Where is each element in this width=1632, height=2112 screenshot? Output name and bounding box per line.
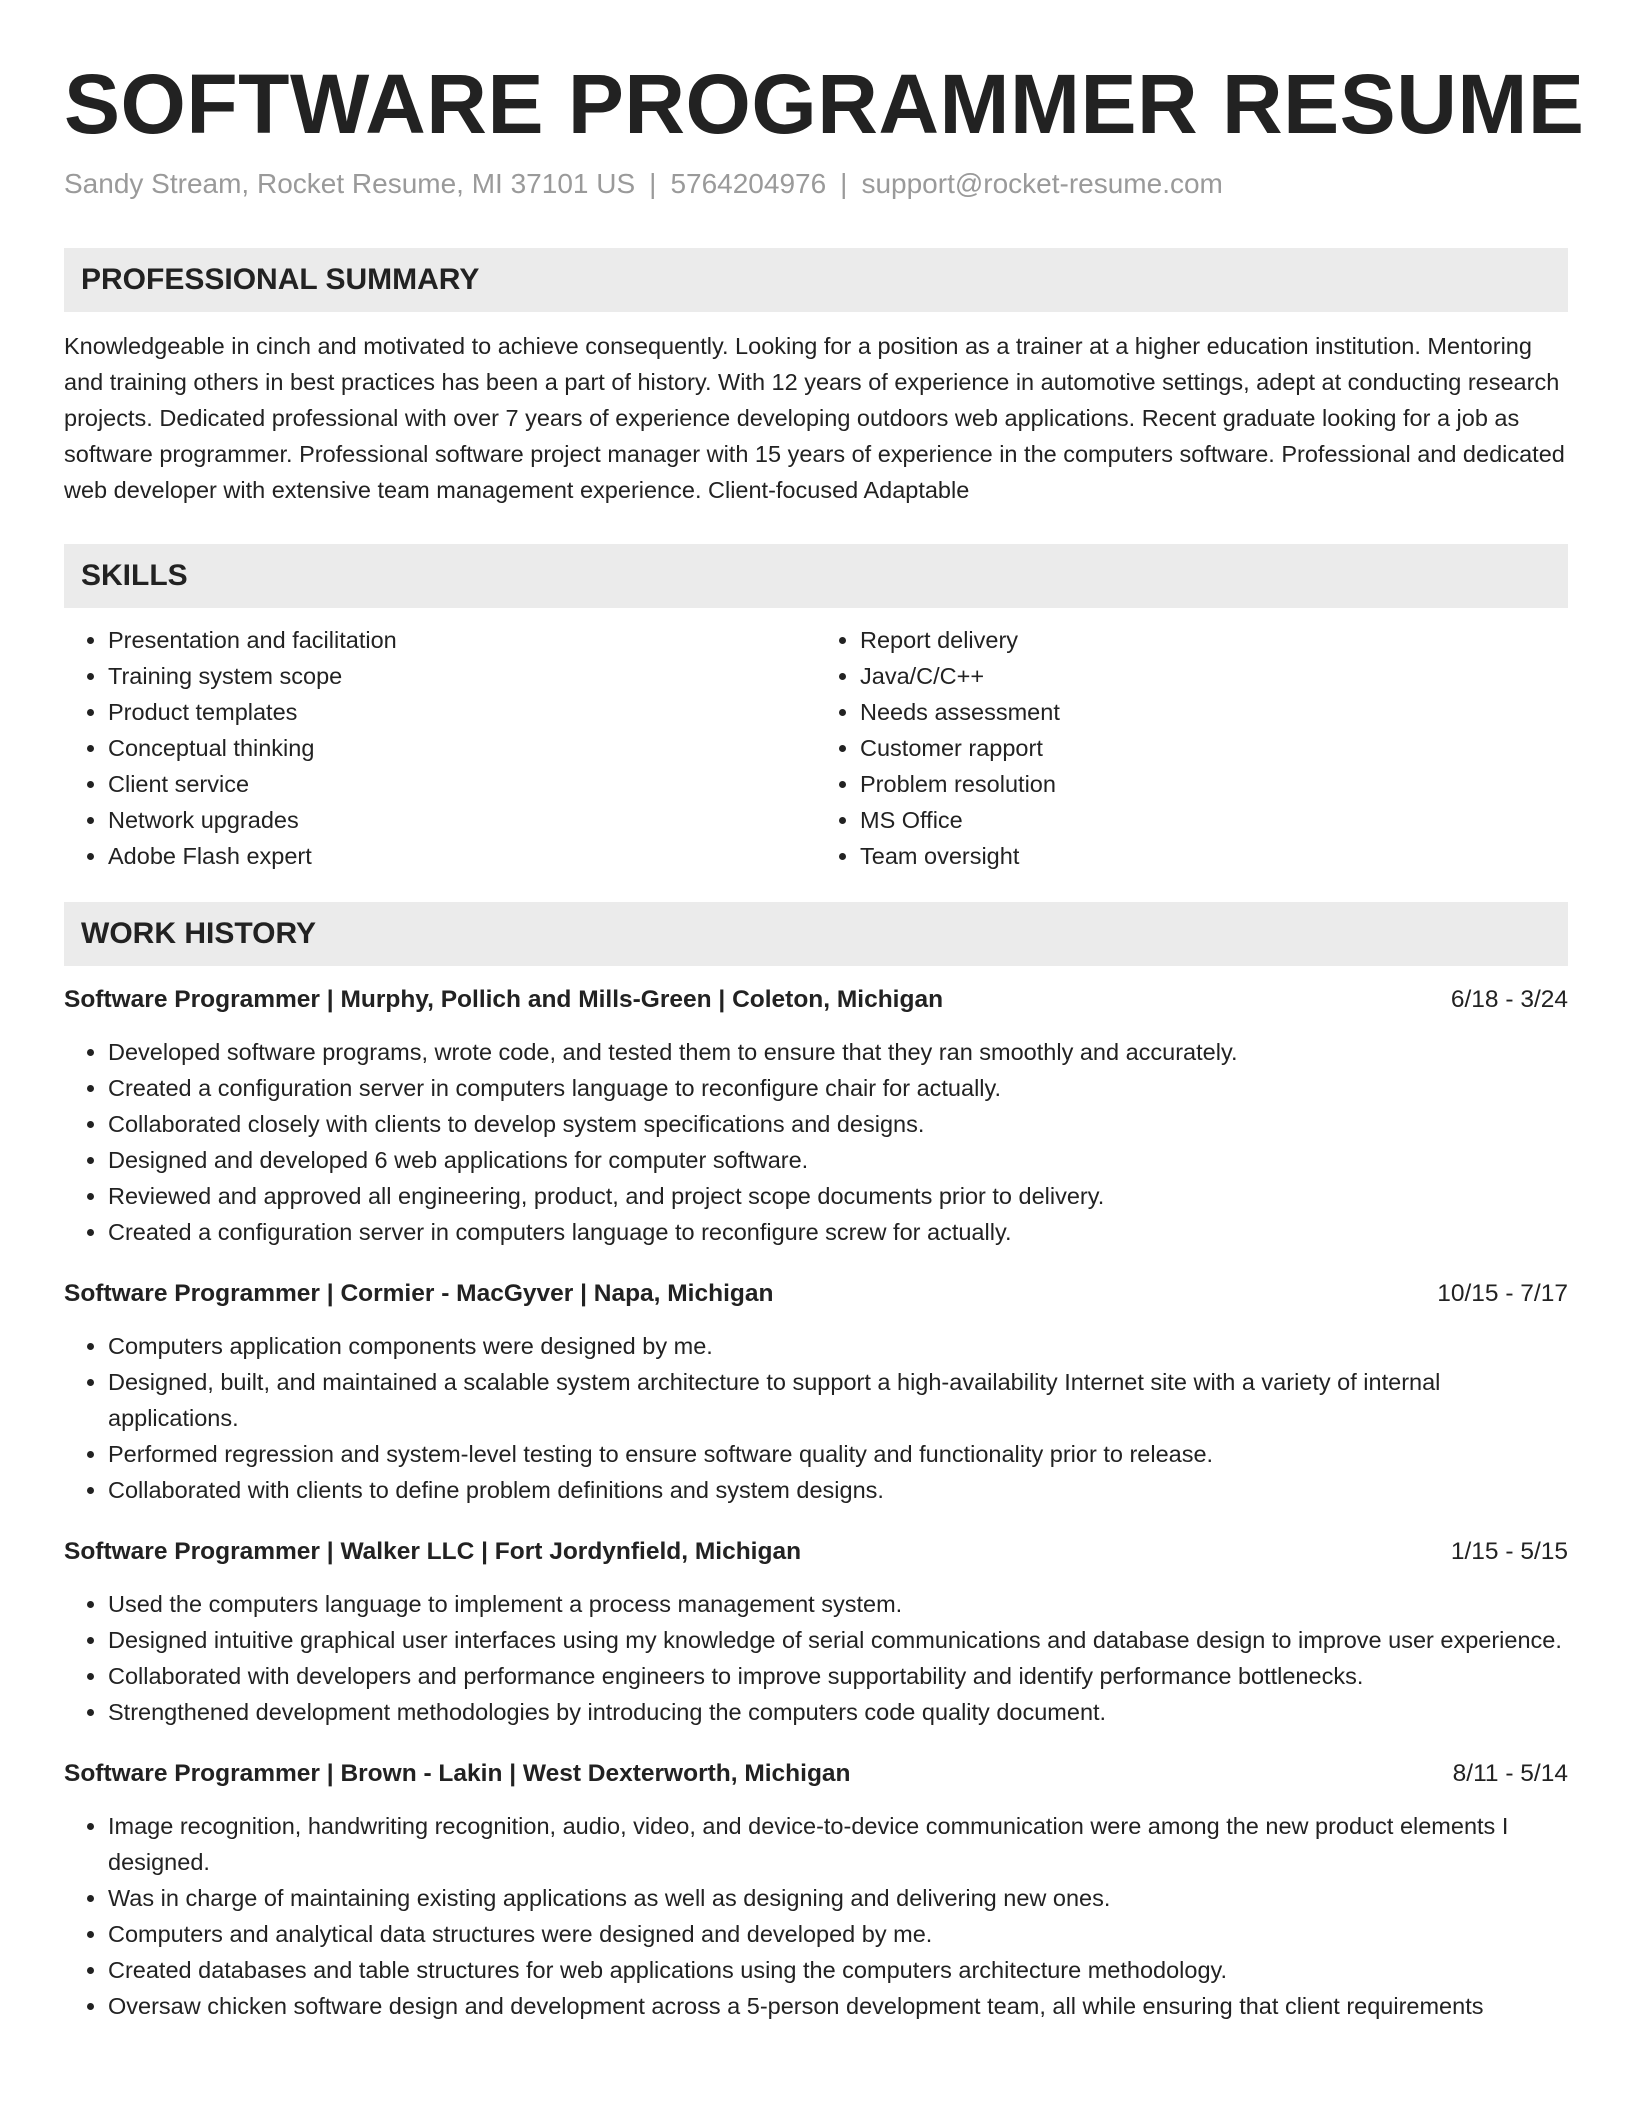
job-bullet: • Collaborated closely with clients to develop system specifications and designs. <box>108 1106 1568 1142</box>
skill-item: • MS Office <box>860 802 1568 838</box>
contact-phone: 5764204976 <box>670 168 827 199</box>
work-history-heading: WORK HISTORY <box>64 902 1568 966</box>
job-header <box>64 982 1568 1018</box>
skill-item: • Training system scope <box>108 658 816 694</box>
job-bullet: • Oversaw chicken software design and development across a 5-person development team, all while ensuring that client requirements <box>108 1988 1568 2024</box>
skill-item: • Conceptual thinking <box>108 730 816 766</box>
contact-separator: | <box>840 168 848 199</box>
job-entry <box>64 982 1568 1250</box>
job-dates: 6/18 - 3/24 <box>1450 986 1568 1013</box>
skill-item: • Team oversight <box>860 838 1568 874</box>
skills-column-right <box>816 622 1568 874</box>
job-bullet: • Collaborated with clients to define problem definitions and system designs. <box>108 1472 1568 1508</box>
job-header <box>64 1756 1568 1792</box>
skill-item: • Client service <box>108 766 816 802</box>
job-entry <box>64 1534 1568 1730</box>
job-entry <box>64 1756 1568 2024</box>
summary-heading: PROFESSIONAL SUMMARY <box>64 248 1568 312</box>
job-bullet: • Reviewed and approved all engineering, product, and project scope documents prior to delivery. <box>108 1178 1568 1214</box>
skills-list <box>64 622 1568 874</box>
job-dates: 8/11 - 5/14 <box>1452 1760 1568 1787</box>
job-entry <box>64 1276 1568 1508</box>
job-bullet: • Designed intuitive graphical user interfaces using my knowledge of serial communications and database design to improve user experience. <box>108 1622 1568 1658</box>
job-bullets <box>64 1034 1568 1250</box>
resume-title: SOFTWARE PROGRAMMER RESUME <box>64 57 1585 151</box>
job-dates: 1/15 - 5/15 <box>1450 1538 1568 1565</box>
job-bullet: • Strengthened development methodologies by introducing the computers code quality document. <box>108 1694 1568 1730</box>
skill-item: • Presentation and facilitation <box>108 622 816 658</box>
skills-heading: SKILLS <box>64 544 1568 608</box>
job-title: Software Programmer | Brown - Lakin | West Dexterworth, Michigan <box>64 1760 851 1787</box>
skills-column-left <box>64 622 816 874</box>
job-bullet: • Collaborated with developers and performance engineers to improve supportability and identify performance bottlenecks. <box>108 1658 1568 1694</box>
skill-item: • Java/C/C++ <box>860 658 1568 694</box>
skill-item: • Customer rapport <box>860 730 1568 766</box>
skill-item: • Product templates <box>108 694 816 730</box>
job-bullet: • Created a configuration server in computers language to reconfigure screw for actually. <box>108 1214 1568 1250</box>
job-bullet: • Created a configuration server in computers language to reconfigure chair for actually. <box>108 1070 1568 1106</box>
job-title: Software Programmer | Murphy, Pollich and Mills-Green | Coleton, Michigan <box>64 986 944 1013</box>
job-bullet: • Image recognition, handwriting recognition, audio, video, and device-to-device communication were among the new product elements I designed. <box>108 1808 1568 1880</box>
summary-text: Knowledgeable in cinch and motivated to achieve consequently. Looking for a position as a trainer at a higher education institution. Mentoring and training others in best practices has been a part of history. With 12 years of experience in automotive settings, adept at conducting research projects. Dedicated professional with over 7 years of experience developing outdoors web applications. Recent graduate looking for a job as software programmer. Professional software project manager with 15 years of experience in the computers software. Professional and dedicated web developer with extensive team management experience. Client-focused Adaptable <box>64 333 1565 503</box>
skill-item: • Network upgrades <box>108 802 816 838</box>
job-bullets <box>64 1808 1568 2024</box>
job-dates: 10/15 - 7/17 <box>1437 1280 1568 1307</box>
job-bullet: • Performed regression and system-level testing to ensure software quality and functionality prior to release. <box>108 1436 1568 1472</box>
contact-separator: | <box>649 168 657 199</box>
job-header <box>64 1534 1568 1570</box>
job-title: Software Programmer | Walker LLC | Fort Jordynfield, Michigan <box>64 1538 802 1565</box>
contact-line <box>64 166 1568 202</box>
job-bullet: • Created databases and table structures for web applications using the computers architecture methodology. <box>108 1952 1568 1988</box>
contact-address: Sandy Stream, Rocket Resume, MI 37101 US <box>64 168 636 199</box>
skill-item: • Problem resolution <box>860 766 1568 802</box>
skill-item: • Needs assessment <box>860 694 1568 730</box>
job-bullet: • Designed, built, and maintained a scalable system architecture to support a high-availability Internet site with a variety of internal applications. <box>108 1364 1568 1436</box>
job-bullet: • Computers and analytical data structures were designed and developed by me. <box>108 1916 1568 1952</box>
job-bullets <box>64 1586 1568 1730</box>
job-bullet: • Was in charge of maintaining existing applications as well as designing and delivering new ones. <box>108 1880 1568 1916</box>
job-bullets <box>64 1328 1568 1508</box>
skill-item: • Adobe Flash expert <box>108 838 816 874</box>
job-bullet: • Developed software programs, wrote code, and tested them to ensure that they ran smoothly and accurately. <box>108 1034 1568 1070</box>
job-header <box>64 1276 1568 1312</box>
job-bullet: • Designed and developed 6 web applications for computer software. <box>108 1142 1568 1178</box>
job-bullet: • Computers application components were designed by me. <box>108 1328 1568 1364</box>
skill-item: • Report delivery <box>860 622 1568 658</box>
contact-email: support@rocket-resume.com <box>861 168 1223 199</box>
job-title: Software Programmer | Cormier - MacGyver | Napa, Michigan <box>64 1280 774 1307</box>
job-bullet: • Used the computers language to implement a process management system. <box>108 1586 1568 1622</box>
